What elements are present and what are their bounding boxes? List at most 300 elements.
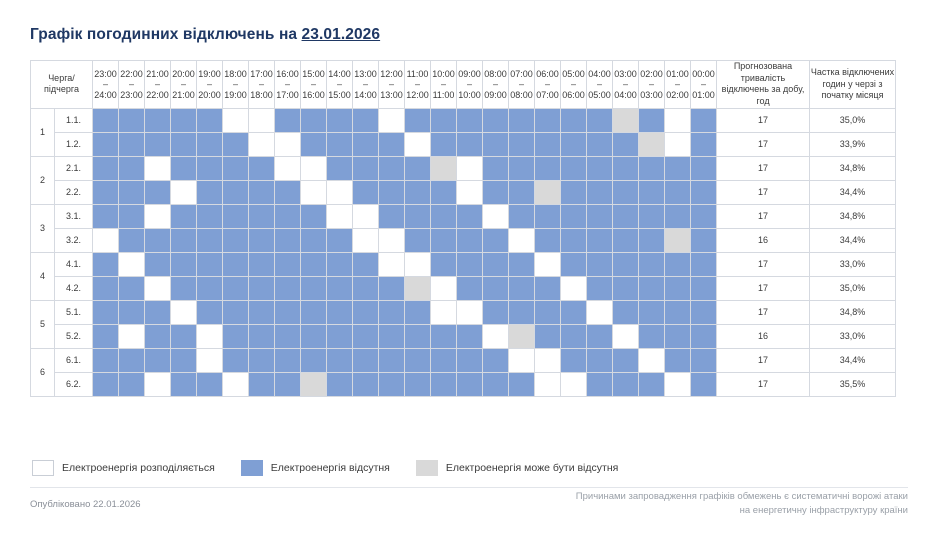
header-hour-line: 24:00 bbox=[94, 89, 117, 100]
outage-cell bbox=[613, 324, 639, 348]
subqueue-number: 2.1. bbox=[55, 156, 93, 180]
outage-cell bbox=[665, 132, 691, 156]
table-row bbox=[31, 204, 896, 228]
subqueue-number: 2.2. bbox=[55, 180, 93, 204]
header-hour bbox=[405, 61, 431, 109]
outage-cell bbox=[639, 228, 665, 252]
outage-cell bbox=[275, 372, 301, 396]
header-hour-line: 04:00 bbox=[614, 89, 637, 100]
outage-cell bbox=[509, 156, 535, 180]
outage-cell bbox=[93, 324, 119, 348]
outage-cell bbox=[223, 228, 249, 252]
outage-cell bbox=[249, 204, 275, 228]
outage-cell bbox=[93, 300, 119, 324]
share-value: 35,0% bbox=[810, 276, 896, 300]
outage-cell bbox=[561, 108, 587, 132]
outage-cell bbox=[457, 180, 483, 204]
outage-cell bbox=[93, 252, 119, 276]
outage-cell bbox=[613, 132, 639, 156]
outage-cell bbox=[353, 228, 379, 252]
outage-cell bbox=[327, 348, 353, 372]
table-row bbox=[31, 228, 896, 252]
outage-cell bbox=[171, 180, 197, 204]
header-hour-line: 17:00 bbox=[250, 68, 273, 79]
outage-cell bbox=[353, 372, 379, 396]
outage-cell bbox=[639, 180, 665, 204]
outage-cell bbox=[639, 108, 665, 132]
outage-cell bbox=[223, 372, 249, 396]
outage-cell bbox=[119, 324, 145, 348]
duration-value: 17 bbox=[717, 276, 810, 300]
outage-cell bbox=[457, 228, 483, 252]
outage-cell bbox=[145, 324, 171, 348]
outage-cell bbox=[431, 372, 457, 396]
duration-value: 17 bbox=[717, 372, 810, 396]
share-value: 34,8% bbox=[810, 300, 896, 324]
outage-cell bbox=[691, 108, 717, 132]
outage-cell bbox=[93, 228, 119, 252]
outage-cell bbox=[665, 300, 691, 324]
outage-cell bbox=[613, 276, 639, 300]
share-value: 34,4% bbox=[810, 228, 896, 252]
header-hour-line: – bbox=[362, 79, 368, 90]
outage-cell bbox=[171, 300, 197, 324]
outage-cell bbox=[691, 372, 717, 396]
header-hour-line: 18:00 bbox=[250, 89, 273, 100]
outage-cell bbox=[639, 252, 665, 276]
outage-cell bbox=[119, 156, 145, 180]
outage-cell bbox=[171, 108, 197, 132]
outage-cell bbox=[379, 180, 405, 204]
outage-cell bbox=[119, 228, 145, 252]
header-queue-line-0: Черга/ bbox=[48, 73, 75, 84]
outage-cell bbox=[275, 228, 301, 252]
header-hour-line: 13:00 bbox=[380, 89, 403, 100]
outage-cell bbox=[301, 276, 327, 300]
legend-item bbox=[32, 460, 215, 476]
outage-cell bbox=[249, 348, 275, 372]
outage-cell bbox=[145, 372, 171, 396]
footer-note-line2: на енергетичну інфраструктуру країни bbox=[739, 505, 908, 517]
outage-cell bbox=[587, 348, 613, 372]
outage-cell bbox=[379, 252, 405, 276]
outage-cell bbox=[223, 180, 249, 204]
outage-cell bbox=[483, 228, 509, 252]
outage-cell bbox=[691, 324, 717, 348]
outage-cell bbox=[93, 108, 119, 132]
outage-cell bbox=[483, 180, 509, 204]
header-hour-line: – bbox=[180, 79, 186, 90]
legend bbox=[32, 460, 644, 476]
outage-cell bbox=[93, 132, 119, 156]
outage-cell bbox=[509, 252, 535, 276]
outage-cell bbox=[691, 204, 717, 228]
subqueue-number: 5.2. bbox=[55, 324, 93, 348]
outage-cell bbox=[353, 276, 379, 300]
table-row bbox=[31, 372, 896, 396]
outage-cell bbox=[691, 252, 717, 276]
outage-cell bbox=[691, 156, 717, 180]
outage-cell bbox=[379, 156, 405, 180]
outage-cell bbox=[405, 108, 431, 132]
table-row bbox=[31, 180, 896, 204]
outage-cell bbox=[587, 204, 613, 228]
outage-cell bbox=[119, 180, 145, 204]
outage-cell bbox=[691, 276, 717, 300]
outage-cell bbox=[327, 204, 353, 228]
outage-cell bbox=[561, 300, 587, 324]
header-hour-line: 21:00 bbox=[146, 68, 169, 79]
header-hour bbox=[119, 61, 145, 109]
outage-cell bbox=[665, 324, 691, 348]
header-hour-line: – bbox=[596, 79, 602, 90]
subqueue-number: 1.1. bbox=[55, 108, 93, 132]
outage-cell bbox=[665, 276, 691, 300]
outage-cell bbox=[457, 348, 483, 372]
table-body bbox=[31, 108, 896, 396]
outage-cell bbox=[535, 228, 561, 252]
outage-cell bbox=[509, 132, 535, 156]
duration-value: 17 bbox=[717, 252, 810, 276]
legend-label: Електроенергія розподіляється bbox=[62, 462, 215, 474]
header-hour-line: 22:00 bbox=[120, 68, 143, 79]
outage-cell bbox=[275, 300, 301, 324]
outage-cell bbox=[483, 348, 509, 372]
outage-cell bbox=[561, 156, 587, 180]
outage-cell bbox=[379, 204, 405, 228]
header-hour-line: 01:00 bbox=[692, 89, 715, 100]
outage-cell bbox=[613, 300, 639, 324]
outage-cell bbox=[587, 228, 613, 252]
outage-cell bbox=[665, 156, 691, 180]
header-hour-line: – bbox=[102, 79, 108, 90]
outage-cell bbox=[119, 348, 145, 372]
outage-cell bbox=[535, 300, 561, 324]
outage-cell bbox=[327, 276, 353, 300]
queue-number: 5 bbox=[31, 300, 55, 348]
outage-cell bbox=[145, 108, 171, 132]
outage-cell bbox=[691, 348, 717, 372]
outage-cell bbox=[405, 324, 431, 348]
outage-cell bbox=[327, 252, 353, 276]
outage-cell bbox=[535, 132, 561, 156]
header-hour bbox=[353, 61, 379, 109]
outage-cell bbox=[145, 348, 171, 372]
outage-cell bbox=[483, 276, 509, 300]
header-hour-line: 03:00 bbox=[614, 68, 637, 79]
header-hour-line: 11:00 bbox=[406, 68, 429, 79]
header-hour-line: 05:00 bbox=[588, 89, 611, 100]
header-hour bbox=[483, 61, 509, 109]
outage-cell bbox=[561, 348, 587, 372]
header-hour-line: 18:00 bbox=[224, 68, 247, 79]
outage-cell bbox=[327, 372, 353, 396]
outage-cell bbox=[379, 228, 405, 252]
subqueue-number: 6.2. bbox=[55, 372, 93, 396]
outage-cell bbox=[639, 372, 665, 396]
outage-cell bbox=[301, 156, 327, 180]
outage-cell bbox=[119, 252, 145, 276]
header-queue-line-1: підчерга bbox=[44, 84, 79, 95]
header-hour bbox=[145, 61, 171, 109]
outage-cell bbox=[197, 300, 223, 324]
outage-cell bbox=[561, 324, 587, 348]
outage-cell bbox=[379, 108, 405, 132]
outage-cell bbox=[561, 276, 587, 300]
header-hour-line: 02:00 bbox=[640, 68, 663, 79]
header-hour-line: 21:00 bbox=[172, 89, 195, 100]
header-hour-line: – bbox=[674, 79, 680, 90]
outage-cell bbox=[483, 324, 509, 348]
outage-cell bbox=[197, 156, 223, 180]
outage-cell bbox=[249, 132, 275, 156]
subqueue-number: 6.1. bbox=[55, 348, 93, 372]
outage-cell bbox=[457, 300, 483, 324]
share-value: 35,0% bbox=[810, 108, 896, 132]
outage-cell bbox=[301, 372, 327, 396]
outage-cell bbox=[93, 348, 119, 372]
subqueue-number: 5.1. bbox=[55, 300, 93, 324]
outage-cell bbox=[431, 300, 457, 324]
outage-cell bbox=[249, 228, 275, 252]
outage-cell bbox=[353, 204, 379, 228]
header-hour-line: – bbox=[492, 79, 498, 90]
outage-cell bbox=[691, 180, 717, 204]
outage-cell bbox=[301, 228, 327, 252]
header-hour-line: 14:00 bbox=[328, 68, 351, 79]
outage-cell bbox=[535, 276, 561, 300]
outage-cell bbox=[561, 132, 587, 156]
header-hour-line: 08:00 bbox=[510, 89, 533, 100]
header-hour bbox=[197, 61, 223, 109]
outage-cell bbox=[483, 252, 509, 276]
outage-cell bbox=[353, 132, 379, 156]
header-hour-line: 09:00 bbox=[458, 68, 481, 79]
outage-cell bbox=[223, 156, 249, 180]
outage-cell bbox=[639, 156, 665, 180]
header-hour bbox=[249, 61, 275, 109]
outage-cell bbox=[509, 276, 535, 300]
header-hour bbox=[561, 61, 587, 109]
table-row bbox=[31, 108, 896, 132]
outage-cell bbox=[301, 300, 327, 324]
duration-value: 17 bbox=[717, 156, 810, 180]
outage-cell bbox=[275, 348, 301, 372]
outage-cell bbox=[587, 252, 613, 276]
outage-cell bbox=[665, 348, 691, 372]
outage-cell bbox=[561, 252, 587, 276]
table-row bbox=[31, 324, 896, 348]
outage-cell bbox=[405, 348, 431, 372]
header-hour-line: – bbox=[232, 79, 238, 90]
outage-cell bbox=[639, 348, 665, 372]
header-hour-line: 15:00 bbox=[328, 89, 351, 100]
outage-cell bbox=[145, 252, 171, 276]
outage-cell bbox=[301, 180, 327, 204]
outage-cell bbox=[535, 108, 561, 132]
outage-cell bbox=[509, 204, 535, 228]
outage-cell bbox=[171, 252, 197, 276]
header-hour-line: 20:00 bbox=[198, 89, 221, 100]
outage-cell bbox=[639, 204, 665, 228]
table-row bbox=[31, 156, 896, 180]
outage-cell bbox=[197, 108, 223, 132]
outage-cell bbox=[691, 300, 717, 324]
footer-divider bbox=[30, 487, 908, 488]
header-hour bbox=[223, 61, 249, 109]
outage-cell bbox=[457, 132, 483, 156]
outage-cell bbox=[197, 372, 223, 396]
outage-cell bbox=[483, 156, 509, 180]
share-value: 33,0% bbox=[810, 324, 896, 348]
outage-cell bbox=[509, 348, 535, 372]
outage-cell bbox=[275, 204, 301, 228]
outage-cell bbox=[561, 228, 587, 252]
outage-cell bbox=[223, 276, 249, 300]
header-hour-line: 09:00 bbox=[484, 89, 507, 100]
header-hour bbox=[535, 61, 561, 109]
queue-number: 1 bbox=[31, 108, 55, 156]
outage-cell bbox=[353, 300, 379, 324]
outage-cell bbox=[587, 300, 613, 324]
header-queue bbox=[31, 61, 93, 109]
legend-label: Електроенергія відсутня bbox=[270, 462, 390, 474]
header-hour bbox=[509, 61, 535, 109]
outage-cell bbox=[561, 204, 587, 228]
header-hour-line: – bbox=[648, 79, 654, 90]
outage-cell bbox=[431, 324, 457, 348]
outage-cell bbox=[405, 156, 431, 180]
outage-cell bbox=[405, 276, 431, 300]
share-value: 34,8% bbox=[810, 156, 896, 180]
table-row bbox=[31, 300, 896, 324]
outage-cell bbox=[327, 180, 353, 204]
outage-cell bbox=[535, 372, 561, 396]
outage-cell bbox=[301, 204, 327, 228]
outage-cell bbox=[665, 372, 691, 396]
outage-cell bbox=[587, 324, 613, 348]
outage-cell bbox=[509, 228, 535, 252]
header-hour bbox=[275, 61, 301, 109]
outage-cell bbox=[587, 276, 613, 300]
header-hour-line: 15:00 bbox=[302, 68, 325, 79]
outage-cell bbox=[353, 180, 379, 204]
outage-cell bbox=[483, 204, 509, 228]
share-value: 34,8% bbox=[810, 204, 896, 228]
outage-cell bbox=[145, 156, 171, 180]
outage-cell bbox=[197, 180, 223, 204]
outage-cell bbox=[223, 204, 249, 228]
queue-number: 3 bbox=[31, 204, 55, 252]
header-hour-line: 04:00 bbox=[588, 68, 611, 79]
share-value: 34,4% bbox=[810, 180, 896, 204]
outage-cell bbox=[119, 300, 145, 324]
outage-cell bbox=[587, 156, 613, 180]
outage-cell bbox=[483, 108, 509, 132]
header-hour-line: 08:00 bbox=[484, 68, 507, 79]
outage-cell bbox=[275, 324, 301, 348]
legend-swatch-maybe bbox=[416, 460, 438, 476]
outage-cell bbox=[613, 156, 639, 180]
header-hour-line: – bbox=[388, 79, 394, 90]
outage-cell bbox=[535, 348, 561, 372]
table-header-row bbox=[31, 61, 896, 109]
outage-cell bbox=[93, 204, 119, 228]
header-hour-line: 11:00 bbox=[432, 89, 455, 100]
outage-cell bbox=[301, 108, 327, 132]
outage-cell bbox=[405, 300, 431, 324]
outage-cell bbox=[249, 324, 275, 348]
header-hour-line: – bbox=[128, 79, 134, 90]
legend-swatch-on bbox=[32, 460, 54, 476]
header-hour-line: – bbox=[570, 79, 576, 90]
header-hour-line: – bbox=[154, 79, 160, 90]
queue-number: 2 bbox=[31, 156, 55, 204]
outage-cell bbox=[379, 300, 405, 324]
header-hour bbox=[93, 61, 119, 109]
duration-value: 17 bbox=[717, 108, 810, 132]
outage-cell bbox=[431, 156, 457, 180]
outage-cell bbox=[405, 252, 431, 276]
outage-cell bbox=[457, 324, 483, 348]
outage-cell bbox=[223, 324, 249, 348]
legend-item bbox=[241, 460, 390, 476]
outage-cell bbox=[561, 180, 587, 204]
legend-label: Електроенергія може бути відсутня bbox=[445, 462, 619, 474]
outage-cell bbox=[353, 252, 379, 276]
outage-cell bbox=[509, 180, 535, 204]
header-hour-line: 01:00 bbox=[666, 68, 689, 79]
header-hour bbox=[639, 61, 665, 109]
outage-cell bbox=[639, 132, 665, 156]
header-hour bbox=[301, 61, 327, 109]
outage-cell bbox=[275, 132, 301, 156]
outage-cell bbox=[249, 276, 275, 300]
duration-value: 17 bbox=[717, 132, 810, 156]
outage-cell bbox=[93, 276, 119, 300]
outage-cell bbox=[223, 108, 249, 132]
footer-note-line1: Причинами запровадження графіків обмежень є систематичні ворожі атаки bbox=[575, 491, 908, 502]
subqueue-number: 4.1. bbox=[55, 252, 93, 276]
page-title bbox=[30, 26, 380, 44]
outage-cell bbox=[431, 108, 457, 132]
outage-cell bbox=[223, 348, 249, 372]
outage-cell bbox=[379, 324, 405, 348]
header-hour-line: 06:00 bbox=[562, 89, 585, 100]
outage-cell bbox=[431, 276, 457, 300]
share-value: 35,5% bbox=[810, 372, 896, 396]
outage-cell bbox=[535, 324, 561, 348]
outage-schedule-table bbox=[30, 60, 896, 397]
header-hour-line: 23:00 bbox=[94, 68, 117, 79]
outage-cell bbox=[275, 180, 301, 204]
outage-cell bbox=[587, 180, 613, 204]
outage-cell bbox=[145, 180, 171, 204]
outage-cell bbox=[613, 204, 639, 228]
outage-cell bbox=[327, 132, 353, 156]
outage-cell bbox=[145, 132, 171, 156]
outage-cell bbox=[197, 324, 223, 348]
outage-cell bbox=[93, 372, 119, 396]
subqueue-number: 1.2. bbox=[55, 132, 93, 156]
header-hour-line: 13:00 bbox=[354, 68, 377, 79]
header-hour bbox=[691, 61, 717, 109]
outage-cell bbox=[483, 300, 509, 324]
queue-number: 4 bbox=[31, 252, 55, 300]
outage-cell bbox=[301, 324, 327, 348]
outage-cell bbox=[639, 324, 665, 348]
outage-cell bbox=[145, 300, 171, 324]
